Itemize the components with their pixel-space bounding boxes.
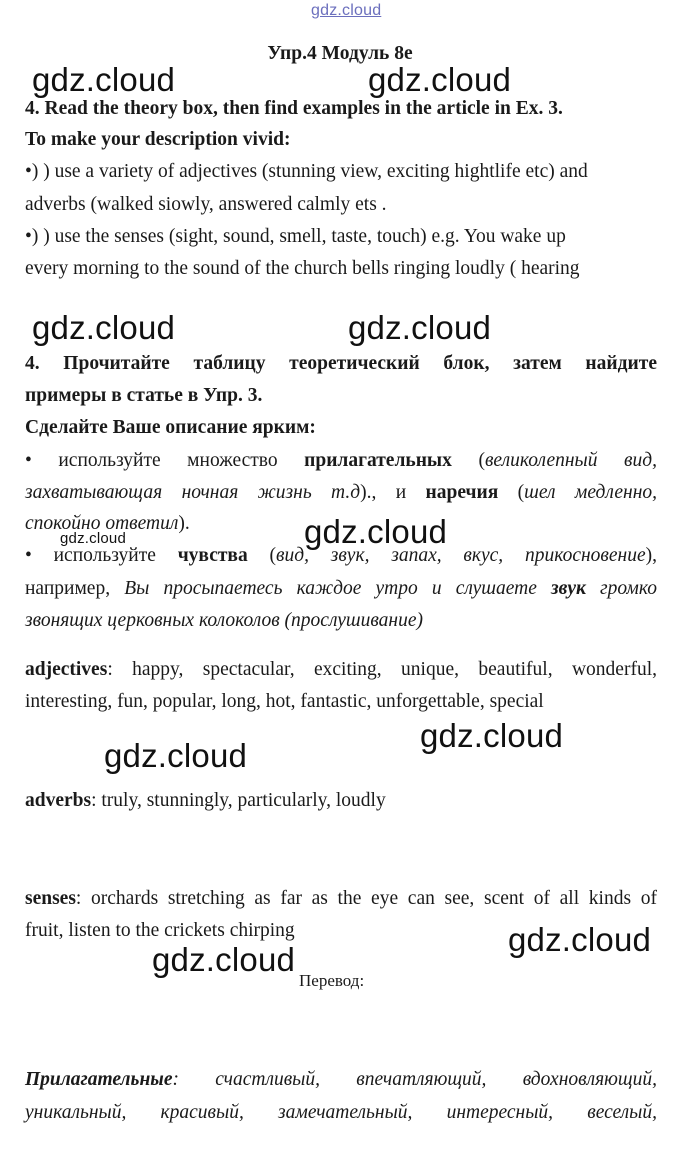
ru-bullet-2-line-3: звонящих церковных колоколов (прослушивание) <box>25 610 423 631</box>
watermark: gdz.cloud <box>152 941 296 978</box>
bullet-senses-line-1: •) ) use the senses (sight, sound, smell, taste, touch) e.g. You wake up <box>25 226 566 247</box>
watermark-small: gdz.cloud <box>60 530 127 547</box>
answer-adverbs: adverbs: truly, stunningly, particularly, loudly <box>25 790 386 811</box>
ru-bullet-1-line-3: спокойно ответил). <box>25 513 190 534</box>
watermark: gdz.cloud <box>32 309 176 346</box>
answer-adjectives-line-2: interesting, fun, popular, long, hot, fantastic, unforgettable, special <box>25 691 544 712</box>
task-russian-line-2: примеры в статье в Упр. 3. <box>25 385 263 406</box>
ru-bullet-1-line-2: захватывающая ночная жизнь т.д)., и наречия (шел медленно, <box>25 482 657 503</box>
answer-senses-line-1: senses: orchards stretching as far as the eye can see, scent of all kinds of <box>25 888 657 909</box>
translation-adjectives-line-1: Прилагательные: счастливый, впечатляющий, вдохновляющий, <box>25 1069 657 1090</box>
watermark: gdz.cloud <box>508 921 652 958</box>
answer-senses-line-2: fruit, listen to the crickets chirping <box>25 920 295 941</box>
heading-russian: Сделайте Ваше описание ярким: <box>25 417 316 438</box>
page-title: Упр.4 Модуль 8e <box>267 43 413 64</box>
bullet-adjectives-line-1: •) ) use a variety of adjectives (stunning view, exciting hightlife etc) and <box>25 161 588 182</box>
watermark: gdz.cloud <box>420 717 564 754</box>
translation-adjectives-line-2: уникальный, красивый, замечательный, интересный, веселый, <box>25 1102 657 1123</box>
watermark: gdz.cloud <box>348 309 492 346</box>
watermark: gdz.cloud <box>32 61 176 98</box>
watermark: gdz.cloud <box>304 513 448 550</box>
heading-english: To make your description vivid: <box>25 129 291 150</box>
watermark: gdz.cloud <box>104 737 248 774</box>
watermark: gdz.cloud <box>368 61 512 98</box>
ru-bullet-1-line-1: • используйте множество прилагательных (великолепный вид, <box>25 450 657 471</box>
ru-bullet-2-line-2: например, Вы просыпаетесь каждое утро и слушаете звук громко <box>25 578 657 599</box>
task-english: 4. Read the theory box, then find examples in the article in Ex. 3. <box>25 98 563 119</box>
bullet-adjectives-line-2: adverbs (walked siowly, answered calmly ets . <box>25 194 387 215</box>
bullet-senses-line-2: every morning to the sound of the church bells ringing loudly ( hearing <box>25 258 580 279</box>
translation-label: Перевод: <box>299 971 365 990</box>
ru-bullet-2-line-1: • используйте чувства (вид, звук, запах, вкус, прикосновение), <box>25 545 657 566</box>
watermark-top[interactable]: gdz.cloud <box>311 2 382 19</box>
task-russian-line-1: 4. Прочитайте таблицу теоретический блок, затем найдите <box>25 353 657 374</box>
answer-adjectives-line-1: adjectives: happy, spectacular, exciting, unique, beautiful, wonderful, <box>25 659 657 680</box>
